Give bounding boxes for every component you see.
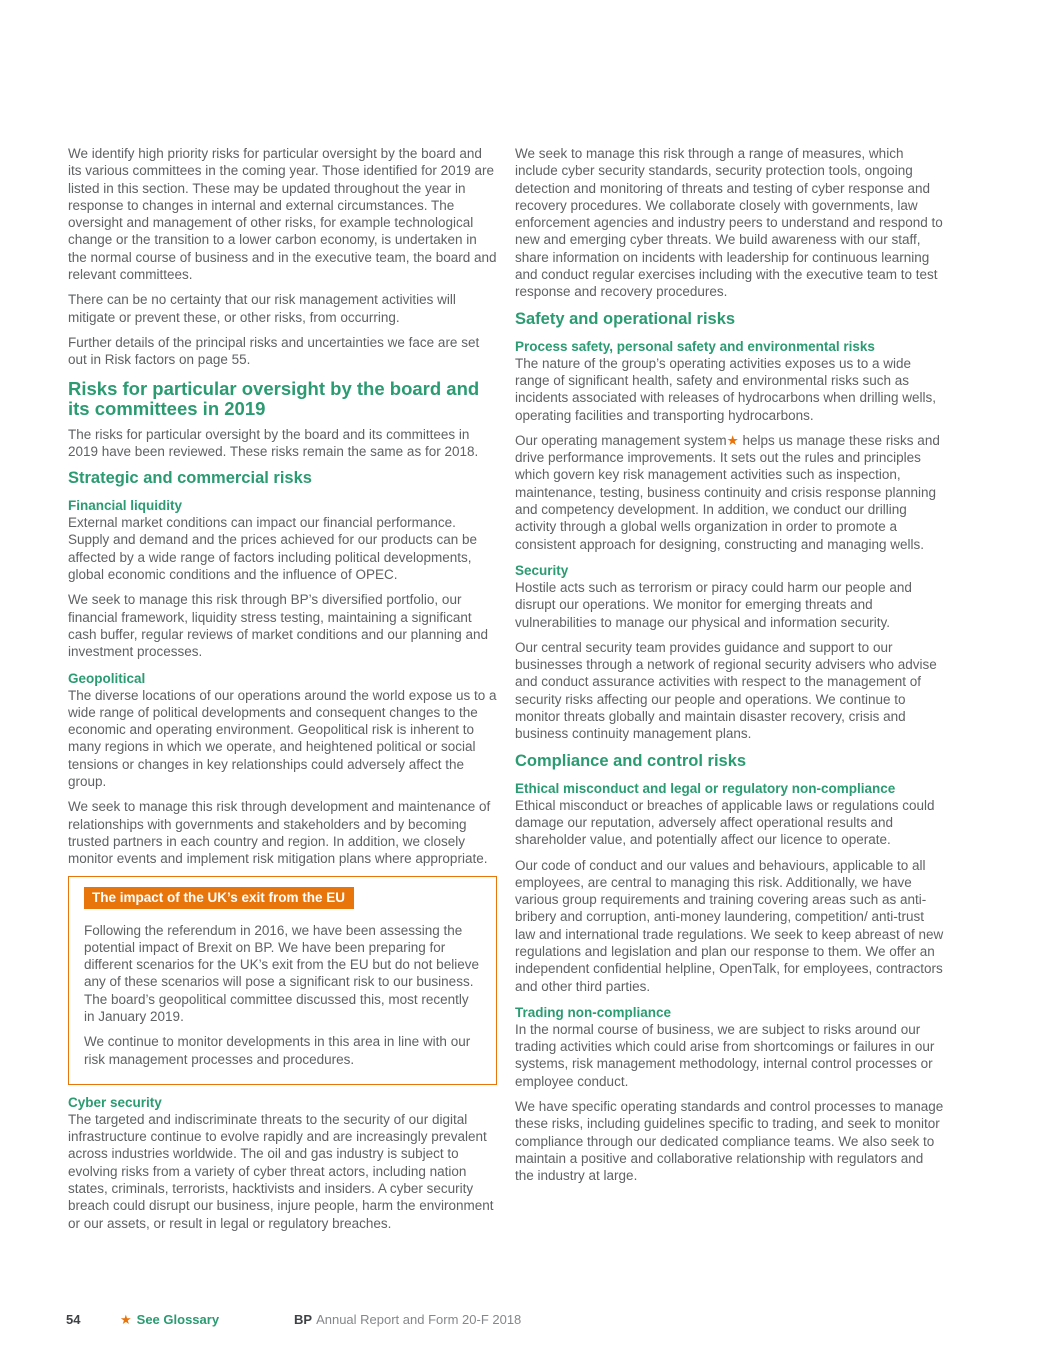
financial-liquidity-paragraph-2: We seek to manage this risk through BP’s diversified portfolio, our financial framework, liquidity stress testing, maintaining a significant cash buffer, regular reviews of market conditions and our planning and investment processes. bbox=[68, 592, 489, 660]
board-oversight-heading: Risks for particular oversight by the board and its committees in 2019 bbox=[68, 377, 480, 419]
left-column bbox=[68, 145, 497, 1240]
glossary-star-icon: ★ bbox=[120, 1312, 132, 1327]
intro-paragraph-3: Further details of the principal risks and uncertainties we face are set out in Risk factors on page 55. bbox=[68, 334, 480, 368]
process-safety-paragraph-2 bbox=[515, 432, 944, 553]
page-content bbox=[68, 145, 944, 1240]
see-glossary-note bbox=[120, 1312, 219, 1328]
cyber-security-paragraph-2: We seek to manage this risk through a range of measures, which include cyber security standards, security protection tools, ongoing detection and monitoring of threats and testing of cyber response and recovery procedures. We collaborate closely with governments, law enforcement agencies and industry peers to understand and respond to new and emerging cyber threats. We build awareness with our staff, share information on incidents with leadership for continuous learning and conduct regular exercises including with the executive team to test response and recovery procedures. bbox=[515, 146, 943, 300]
eu-exit-box-title: The impact of the UK’s exit from the EU bbox=[84, 887, 354, 909]
report-title-text: Annual Report and Form 20-F 2018 bbox=[316, 1312, 522, 1327]
ethical-misconduct-paragraph-1: Ethical misconduct or breaches of applicable laws or regulations could damage our reputation, adversely affect operational results and shareholder value, and potentially affect our licence to operate. bbox=[515, 797, 935, 848]
trading-non-compliance-heading: Trading non-compliance bbox=[515, 1004, 672, 1020]
safety-operational-risks-heading: Safety and operational risks bbox=[515, 309, 736, 328]
geopolitical-heading: Geopolitical bbox=[68, 670, 146, 686]
cyber-security-heading: Cyber security bbox=[68, 1094, 162, 1110]
process-safety-heading: Process safety, personal safety and environmental risks bbox=[515, 338, 875, 354]
intro-paragraph-2: There can be no certainty that our risk management activities will mitigate or prevent these, or other risks, from occurring. bbox=[68, 292, 456, 325]
intro-paragraph-1: We identify high priority risks for particular oversight by the board and its various committees in the coming year. Those identified for 2019 are listed in this section. These may be updated throughout the year in response to changes in internal and external circumstances. The oversight and management of other risks, for example technological change or the transition to a lower carbon economy, is undertaken in the normal course of business and in the executive team, the board and relevant committees. bbox=[68, 146, 497, 283]
strategic-commercial-risks-heading: Strategic and commercial risks bbox=[68, 469, 312, 488]
financial-liquidity-paragraph-1: External market conditions can impact our financial performance. Supply and demand and the prices achieved for our products can be affected by a wide range of factors including political developments, global economic conditions and the influence of OPEC. bbox=[68, 515, 478, 583]
geopolitical-paragraph-2: We seek to manage this risk through development and maintenance of relationships with governments and stakeholders and by becoming trusted partners in each country and region. In addition, we closely monitor events and implement risk mitigation plans where appropriate. bbox=[68, 799, 491, 867]
glossary-star-icon: ★ bbox=[726, 432, 739, 448]
bp-brand-label: BP bbox=[294, 1312, 313, 1327]
security-paragraph-1: Hostile acts such as terrorism or piracy could harm our people and disrupt our operations. We monitor for emerging threats and vulnerabilities to manage our physical and information security. bbox=[515, 579, 912, 630]
security-heading: Security bbox=[515, 562, 569, 578]
eu-exit-callout-box bbox=[68, 876, 497, 1085]
trading-non-compliance-paragraph-2: We have specific operating standards and control processes to manage these risks, including guidelines specific to trading, and seek to monitor compliance through our dedicated compliance teams. We also seek to maintain a positive and collaborative relationship with regulators and the industry at large. bbox=[515, 1099, 944, 1184]
process-safety-paragraph-1: The nature of the group’s operating activities exposes us to a wide range of significant health, safety and environmental risks such as incidents associated with releases of hydrocarbons when drilling wells, operating facilities and transporting hydrocarbons. bbox=[515, 355, 936, 423]
report-title bbox=[294, 1312, 521, 1328]
ethical-misconduct-paragraph-2: Our code of conduct and our values and behaviours, applicable to all employees, are central to managing this risk. Additionally, we have various group requirements and training covering areas such as anti-bribery and corruption, anti-money laundering, competition/ anti-trust law and international trade regulations. We seek to keep abreast of new regulations and legislation and plan our response to them. We offer an independent confidential helpline, OpenTalk, for employees, contractors and other third parties. bbox=[515, 857, 944, 994]
board-oversight-paragraph: The risks for particular oversight by the board and its committees in 2019 have been reviewed. These risks remain the same as for 2018. bbox=[68, 426, 479, 459]
see-glossary-label: See Glossary bbox=[136, 1312, 220, 1327]
financial-liquidity-heading: Financial liquidity bbox=[68, 498, 183, 514]
geopolitical-paragraph-1: The diverse locations of our operations around the world expose us to a wide range of political developments and consequent changes to the economic and operating environment. Geopolitical risk is inherent to many regions in which we operate, and heightened political or social tensions or changes in key relationships could adversely affect the group. bbox=[68, 687, 497, 790]
trading-non-compliance-paragraph-1: In the normal course of business, we are subject to risks around our trading activities which could arise from shortcomings or failures in our systems, risk management methodology, internal control processes or employee conduct. bbox=[515, 1021, 935, 1089]
process-safety-paragraph-2-text-a: Our operating management system bbox=[515, 432, 727, 448]
page-footer bbox=[0, 1312, 1048, 1334]
process-safety-paragraph-2-text-b: helps us manage these risks and drive performance improvements. It sets out the rules and principles which govern key risk management activities such as inspection, maintenance, testing, business continuity and crisis response planning and competency development. In addition, we conduct our drilling activity through a global wells organization in order to promote a consistent approach for designing, constructing and managing wells. bbox=[515, 432, 940, 552]
security-paragraph-2: Our central security team provides guidance and support to our businesses through a network of regional security advisers who advise and conduct assurance activities with respect to the management of security risks affecting our people and operations. We continue to monitor threats globally and maintain disaster recovery, crisis and business continuity management plans. bbox=[515, 639, 937, 742]
ethical-misconduct-heading: Ethical misconduct and legal or regulatory non-compliance bbox=[515, 780, 896, 796]
page-number: 54 bbox=[66, 1312, 81, 1327]
eu-exit-box-paragraph-1: Following the referendum in 2016, we have been assessing the potential impact of Brexit on BP. We have been preparing for different scenarios for the UK’s exit from the EU but do not believe any of these scenarios will pose a significant risk to our business. The board’s geopolitical committee discussed this, most recently in January 2019. bbox=[84, 922, 479, 1024]
right-column bbox=[515, 145, 944, 1240]
eu-exit-box-paragraph-2: We continue to monitor developments in this area in line with our risk management processes and procedures. bbox=[84, 1034, 471, 1067]
cyber-security-paragraph-1: The targeted and indiscriminate threats to the security of our digital infrastructure continue to evolve rapidly and are increasingly prevalent across industries worldwide. The oil and gas industry is subject to evolving risks from a variety of cyber threat actors, including nation states, criminals, terrorists, hacktivists and insiders. A cyber security breach could disrupt our business, injure people, harm the environment or our assets, or result in legal or regulatory breaches. bbox=[68, 1111, 494, 1231]
compliance-control-risks-heading: Compliance and control risks bbox=[515, 751, 747, 770]
